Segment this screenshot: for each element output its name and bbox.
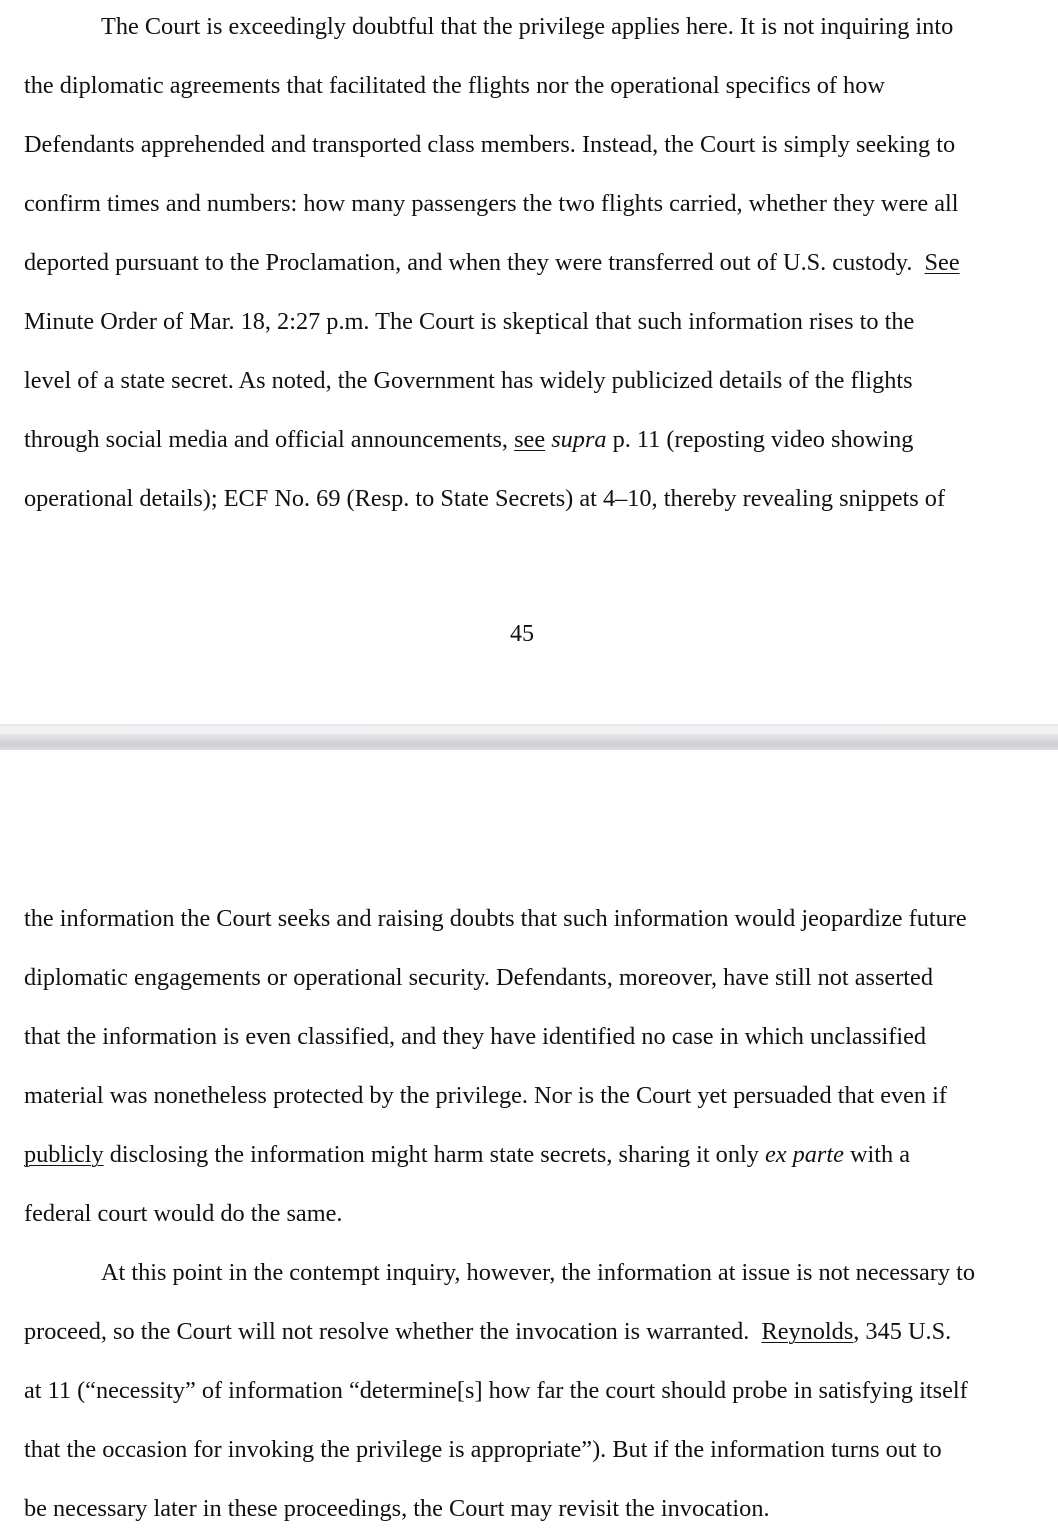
document-page-46 <box>0 750 1058 1536</box>
text-line: confirm times and numbers: how many passengers the two flights carried, whether they were all <box>24 190 959 217</box>
text-line: that the information is even classified, and they have identified no case in which unclassified <box>24 1023 927 1050</box>
text-line: level of a state secret. As noted, the Government has widely publicized details of the flights <box>24 367 913 394</box>
text-line: operational details); ECF No. 69 (Resp. to State Secrets) at 4–10, thereby revealing snippets of <box>24 485 946 512</box>
text-line: Minute Order of Mar. 18, 2:27 p.m. The Court is skeptical that such information rises to the <box>24 308 915 335</box>
emphasis-underline: publicly <box>24 1141 104 1168</box>
text-line: federal court would do the same. <box>24 1200 343 1227</box>
text-line: The Court is exceedingly doubtful that the privilege applies here. It is not inquiring into <box>101 13 954 40</box>
text-line: At this point in the contempt inquiry, however, the information at issue is not necessary to <box>101 1259 975 1286</box>
citation-signal: See <box>924 249 960 276</box>
page-separator-highlight <box>0 726 1058 734</box>
text-line: diplomatic engagements or operational security. Defendants, moreover, have still not asserted <box>24 964 933 991</box>
text-line: the information the Court seeks and raising doubts that such information would jeopardize future <box>24 905 967 932</box>
text-line: deported pursuant to the Proclamation, and when they were transferred out of U.S. custody. See <box>24 249 960 276</box>
text-line: material was nonetheless protected by the privilege. Nor is the Court yet persuaded that even if <box>24 1082 947 1109</box>
text-line: proceed, so the Court will not resolve whether the invocation is warranted. Reynolds, 345 U.S. <box>24 1318 952 1345</box>
text-line: at 11 (“necessity” of information “determine[s] how far the court should probe in satisfying itself <box>24 1377 968 1404</box>
text-line: the diplomatic agreements that facilitated the flights nor the operational specifics of how <box>24 72 885 99</box>
text-line: that the occasion for invoking the privilege is appropriate”). But if the information turns out to <box>24 1436 942 1463</box>
page-number: 45 <box>510 621 534 647</box>
document-page-45 <box>0 0 1058 724</box>
citation-supra: supra <box>551 426 607 453</box>
text-line: through social media and official announcements, see supra p. 11 (reposting video showing <box>24 426 914 453</box>
page-separator <box>0 724 1058 750</box>
text-line: be necessary later in these proceedings, the Court may revisit the invocation. <box>24 1495 770 1522</box>
emphasis-italic: ex parte <box>764 1141 844 1168</box>
text-line: Defendants apprehended and transported class members. Instead, the Court is simply seeking to <box>24 131 956 158</box>
citation-signal: see <box>514 426 546 453</box>
text-line: publicly disclosing the information might harm state secrets, sharing it only ex parte with a <box>24 1141 911 1168</box>
case-citation: Reynolds <box>761 1318 854 1345</box>
